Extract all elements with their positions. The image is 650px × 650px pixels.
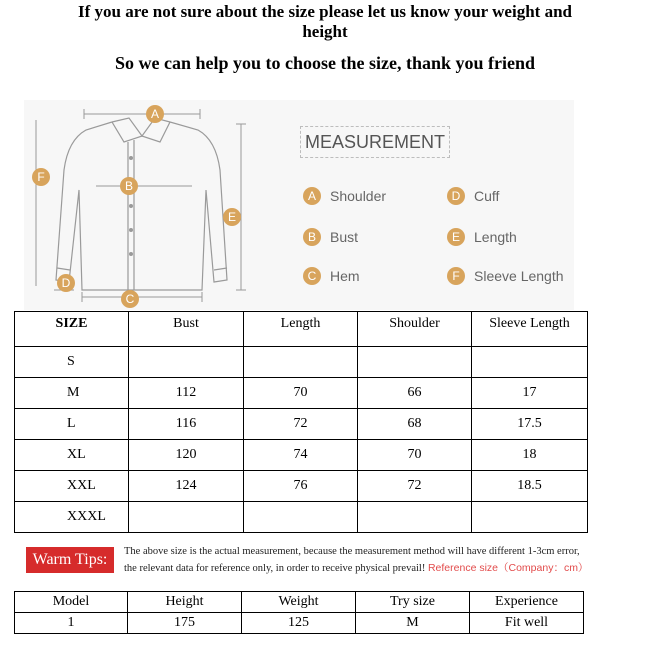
badge-e: E bbox=[447, 228, 465, 246]
table-row bbox=[15, 409, 588, 440]
model-row bbox=[15, 613, 584, 634]
cell-experience: Fit well bbox=[470, 613, 584, 634]
legend-label: Bust bbox=[330, 229, 359, 245]
header-size: SIZE bbox=[15, 312, 129, 347]
cell-length: 76 bbox=[244, 471, 358, 502]
cell-try-size: M bbox=[356, 613, 470, 634]
warm-tips-line-1: The above size is the actual measurement, because the measurement method will have different 1-3cm error, bbox=[124, 546, 580, 557]
table-row bbox=[15, 347, 588, 378]
table-row bbox=[15, 378, 588, 409]
legend-sleeve-length bbox=[447, 267, 564, 285]
warm-tips-line-2 bbox=[124, 560, 588, 577]
cell-bust: 116 bbox=[129, 409, 244, 440]
cell-sleeve: 17.5 bbox=[472, 409, 588, 440]
measurement-panel bbox=[24, 100, 574, 310]
legend-shoulder bbox=[303, 187, 386, 205]
legend-label: Cuff bbox=[474, 188, 500, 204]
cell-shoulder: 68 bbox=[358, 409, 472, 440]
cell-sleeve: 18 bbox=[472, 440, 588, 471]
cell-height: 175 bbox=[128, 613, 242, 634]
header-model: Model bbox=[15, 592, 128, 613]
svg-text:D: D bbox=[61, 276, 71, 290]
svg-text:F: F bbox=[37, 170, 45, 184]
cell-bust: 112 bbox=[129, 378, 244, 409]
badge-d: D bbox=[447, 187, 465, 205]
cell-shoulder: 72 bbox=[358, 471, 472, 502]
cell-shoulder bbox=[358, 347, 472, 378]
cell-weight: 125 bbox=[242, 613, 356, 634]
table-row bbox=[15, 502, 588, 533]
legend-length bbox=[447, 228, 517, 246]
cell-shoulder: 70 bbox=[358, 440, 472, 471]
header-height: Height bbox=[128, 592, 242, 613]
legend-hem bbox=[303, 267, 360, 285]
cell-size: L bbox=[15, 409, 129, 440]
cell-length: 72 bbox=[244, 409, 358, 440]
warm-tips bbox=[0, 538, 650, 580]
cell-size: M bbox=[15, 378, 129, 409]
cell-bust bbox=[129, 347, 244, 378]
model-info-table bbox=[14, 591, 584, 634]
header-try-size: Try size bbox=[356, 592, 470, 613]
cell-shoulder: 66 bbox=[358, 378, 472, 409]
cell-length: 74 bbox=[244, 440, 358, 471]
measurement-title: MEASUREMENT bbox=[300, 126, 450, 158]
header-length: Length bbox=[244, 312, 358, 347]
warm-tips-label: Warm Tips: bbox=[26, 547, 114, 573]
badge-a: A bbox=[303, 187, 321, 205]
cell-size: XXL bbox=[15, 471, 129, 502]
legend-label: Hem bbox=[330, 268, 360, 284]
instruction-line-2: So we can help you to choose the size, thank you friend bbox=[114, 53, 536, 73]
reference-size-note: Reference size（Company：cm） bbox=[427, 562, 589, 574]
badge-c: C bbox=[303, 267, 321, 285]
cell-sleeve bbox=[472, 347, 588, 378]
cell-sleeve bbox=[472, 502, 588, 533]
header-shoulder: Shoulder bbox=[358, 312, 472, 347]
header-experience: Experience bbox=[470, 592, 584, 613]
cell-length bbox=[244, 502, 358, 533]
instruction-line-1: If you are not sure about the size please let us know your weight and height bbox=[78, 2, 572, 41]
badge-f: F bbox=[447, 267, 465, 285]
cell-size: S bbox=[15, 347, 129, 378]
table-row bbox=[15, 440, 588, 471]
badge-b: B bbox=[303, 228, 321, 246]
svg-text:A: A bbox=[150, 107, 160, 121]
cell-sleeve: 18.5 bbox=[472, 471, 588, 502]
table-header-row bbox=[15, 312, 588, 347]
model-header-row bbox=[15, 592, 584, 613]
cell-shoulder bbox=[358, 502, 472, 533]
table-row bbox=[15, 471, 588, 502]
header-weight: Weight bbox=[242, 592, 356, 613]
cell-sleeve: 17 bbox=[472, 378, 588, 409]
warm-tips-text bbox=[124, 543, 588, 577]
cell-model: 1 bbox=[15, 613, 128, 634]
legend-label: Length bbox=[474, 229, 517, 245]
header-bust: Bust bbox=[129, 312, 244, 347]
cell-bust: 120 bbox=[129, 440, 244, 471]
cell-size: XXXL bbox=[15, 502, 129, 533]
cell-size: XL bbox=[15, 440, 129, 471]
svg-text:B: B bbox=[124, 179, 134, 193]
legend-cuff bbox=[447, 187, 499, 205]
header-sleeve-length: Sleeve Length bbox=[472, 312, 588, 347]
cell-bust bbox=[129, 502, 244, 533]
cell-bust: 124 bbox=[129, 471, 244, 502]
cell-length: 70 bbox=[244, 378, 358, 409]
svg-text:C: C bbox=[125, 292, 135, 306]
legend-bust bbox=[303, 228, 358, 246]
svg-text:E: E bbox=[227, 210, 237, 224]
size-chart-table bbox=[14, 311, 588, 533]
cell-length bbox=[244, 347, 358, 378]
legend-label: Sleeve Length bbox=[474, 268, 564, 284]
warm-tips-line-2-text: the relevant data for reference only, in order to receive physical prevail! bbox=[124, 563, 426, 574]
header bbox=[0, 0, 650, 73]
legend-label: Shoulder bbox=[330, 188, 387, 204]
